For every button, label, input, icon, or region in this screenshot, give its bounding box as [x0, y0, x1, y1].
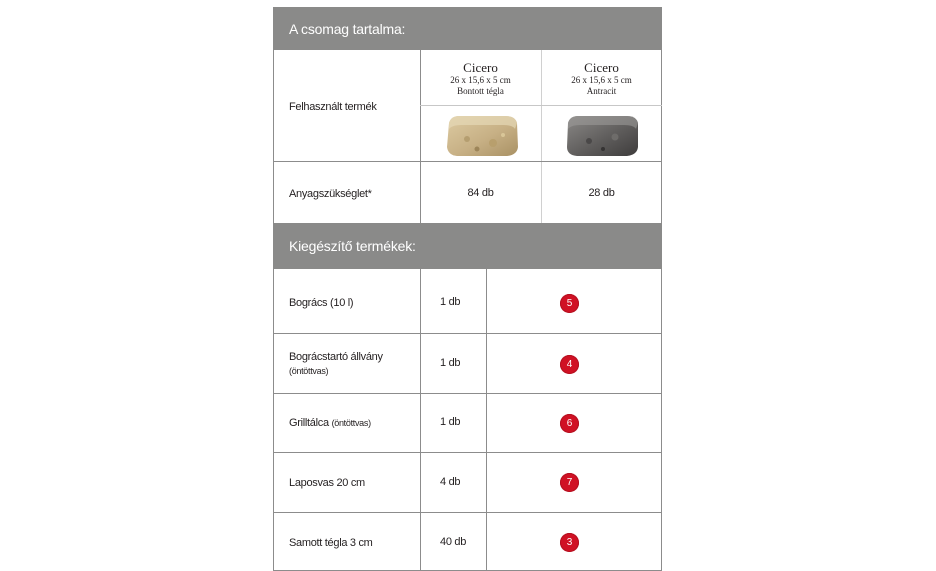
product-qty-1: 84 db	[467, 187, 494, 199]
brick-swatch-antracit	[563, 113, 641, 159]
grid-line	[273, 333, 662, 334]
product-sheet	[273, 7, 662, 571]
accessory-name-text: Grilltálca	[289, 417, 329, 429]
accessories-title: Kiegészítő termékek:	[289, 238, 416, 254]
reference-number-badge: 3	[560, 533, 579, 552]
grid-line	[273, 393, 662, 394]
product-info-1	[420, 60, 541, 97]
product-size: 26 x 15,6 x 5 cm	[450, 75, 511, 85]
accessory-qty: 40 db	[440, 536, 467, 548]
grid-line	[486, 269, 487, 571]
product-qty-2: 28 db	[588, 187, 615, 199]
product-info-2	[541, 60, 662, 97]
grid-line	[273, 269, 274, 571]
accessory-qty: 1 db	[440, 357, 461, 369]
grid-line	[273, 452, 662, 453]
brick-swatch-bontott	[443, 113, 521, 159]
grid-line	[273, 512, 662, 513]
reference-number-badge: 6	[560, 414, 579, 433]
grid-line	[273, 161, 662, 162]
reference-number-badge: 7	[560, 473, 579, 492]
accessory-name: Bogrács (10 l)	[289, 297, 354, 309]
accessories-header	[273, 223, 662, 269]
product-color: Bontott tégla	[457, 86, 504, 96]
grid-line	[420, 269, 421, 571]
grid-line	[420, 105, 662, 106]
product-name: Cicero	[584, 60, 619, 75]
accessory-qty: 1 db	[440, 416, 461, 428]
product-size: 26 x 15,6 x 5 cm	[571, 75, 632, 85]
row-label-need: Anyagszükséglet*	[289, 188, 372, 200]
product-color: Antracit	[586, 86, 617, 96]
accessory-name	[289, 416, 371, 430]
package-contents-title: A csomag tartalma:	[289, 20, 406, 37]
reference-number-badge: 5	[560, 294, 579, 313]
grid-line	[661, 269, 662, 571]
accessory-name: Samott tégla 3 cm	[289, 537, 373, 549]
product-name: Cicero	[463, 60, 498, 75]
accessory-qty: 1 db	[440, 296, 461, 308]
accessory-note: (öntöttvas)	[331, 418, 371, 428]
reference-number-badge: 4	[560, 355, 579, 374]
package-contents-header	[273, 7, 662, 50]
grid-line	[273, 50, 274, 223]
accessory-name: Laposvas 20 cm	[289, 477, 365, 489]
accessory-name-text: Bográcstartó állvány	[289, 351, 383, 363]
accessory-note: (öntöttvas)	[289, 366, 329, 376]
accessory-name	[289, 350, 383, 378]
row-label-product: Felhasznált termék	[289, 101, 377, 113]
accessory-qty: 4 db	[440, 476, 461, 488]
